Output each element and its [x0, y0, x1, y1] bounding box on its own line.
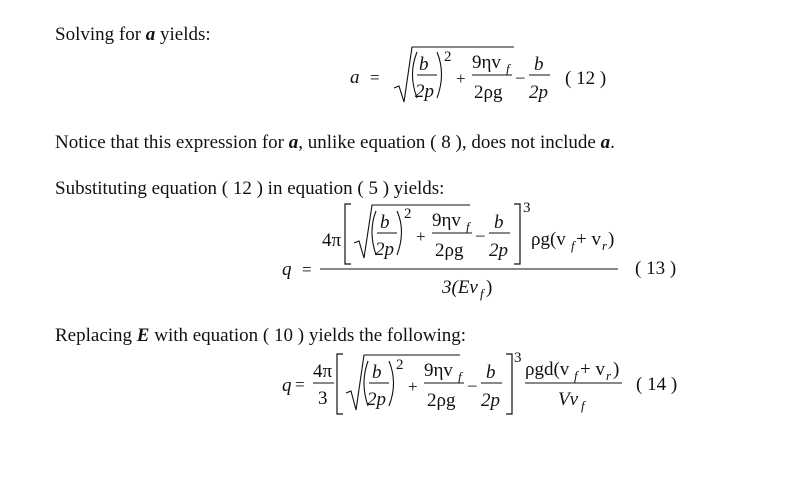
eq13-number: ( 13 ) [635, 258, 677, 279]
eq12-b: b [419, 54, 429, 75]
eq12-b2: b [534, 54, 544, 75]
eq12-2p-2: 2p [529, 82, 548, 103]
eq14-equals: = [295, 375, 305, 394]
eq13-sub-r: r [602, 238, 608, 253]
eq14-sub-f: f [458, 369, 462, 384]
eq14-4pi: 4π [313, 361, 333, 382]
paragraph-replacing [55, 325, 466, 347]
paragraph-substituting [55, 178, 444, 200]
eq14-sub-r: r [606, 368, 612, 383]
text-lead: Replacing [55, 325, 137, 346]
eq13-4pi: 4π [322, 230, 342, 251]
equation-13 [270, 198, 690, 300]
eq14-rhogd-open: ρgd(v [525, 359, 570, 380]
variable-a: a [145, 24, 156, 45]
eq12-square: 2 [444, 49, 452, 65]
eq13-b: b [380, 212, 390, 233]
eq13-left-bracket [345, 204, 351, 264]
eq13-right-paren [397, 211, 402, 255]
eq14-left-bracket [337, 354, 343, 414]
eq14-sub-f-2: f [574, 368, 578, 383]
eq14-plus: + [408, 377, 418, 396]
eq14-2p: 2p [367, 389, 386, 410]
eq12-sub-f: f [506, 61, 510, 76]
text-mid: , unlike equation ( 8 ), does not include [298, 132, 601, 153]
equation-14 [270, 348, 690, 420]
eq13-cube: 3 [523, 200, 531, 216]
eq13-denom-close: ) [486, 277, 493, 298]
eq13-9etav: 9ηv [432, 210, 461, 231]
eq13-equals: = [302, 260, 312, 279]
eq13-lhs: q [282, 259, 292, 280]
eq13-plus: + [416, 227, 426, 246]
eq13-plus-v: + v [576, 229, 601, 250]
text-tail: . [610, 132, 615, 153]
eq13-denom-sub-f: f [480, 286, 484, 301]
eq13-minus: – [476, 225, 485, 244]
eq13-denom-3Ev: 3(Ev [442, 277, 478, 298]
equation-12 [340, 42, 630, 110]
eq14-lhs: q [282, 375, 292, 396]
eq14-cube: 3 [514, 350, 522, 366]
eq13-b2: b [494, 212, 504, 233]
eq14-2p-2: 2p [481, 390, 500, 411]
eq13-sub-f-2: f [571, 238, 575, 253]
eq13-sub-f: f [466, 219, 470, 234]
eq13-right-bracket [514, 204, 520, 264]
eq14-number: ( 14 ) [636, 374, 678, 395]
eq14-b2: b [486, 362, 496, 383]
eq14-minus: – [468, 375, 477, 394]
variable-a: a [288, 132, 299, 153]
eq14-close-paren: ) [613, 359, 620, 380]
eq13-close-paren: ) [608, 229, 615, 250]
eq12-equals: = [370, 68, 380, 87]
variable-a-2: a [600, 132, 611, 153]
eq14-three: 3 [318, 388, 328, 409]
text-lead: Solving for [55, 24, 146, 45]
eq14-9etav: 9ηv [424, 360, 453, 381]
eq14-2rhog: 2ρg [427, 390, 456, 411]
eq13-2rhog: 2ρg [435, 240, 464, 261]
eq12-2p: 2p [415, 81, 434, 102]
eq13-2p-2: 2p [489, 240, 508, 261]
eq14-right-paren [389, 361, 394, 406]
eq13-rhog-open: ρg(v [531, 229, 566, 250]
eq12-minus: – [516, 67, 525, 86]
text-tail: yields: [155, 24, 211, 45]
eq12-plus: + [456, 69, 466, 88]
eq12-number: ( 12 ) [565, 68, 607, 89]
paragraph-solving-for-a [55, 24, 211, 46]
eq14-square: 2 [396, 357, 404, 373]
eq14-plus-v: + v [580, 359, 605, 380]
eq12-right-paren [437, 52, 442, 98]
eq14-denom-sub-f: f [581, 398, 585, 413]
eq13-2p: 2p [375, 239, 394, 260]
eq12-9etav: 9ηv [472, 52, 501, 73]
paragraph-notice [55, 132, 615, 154]
eq14-b: b [372, 362, 382, 383]
eq12-2rhog: 2ρg [474, 82, 503, 103]
text-tail: with equation ( 10 ) yields the following: [149, 325, 467, 346]
text-lead: Notice that this expression for [55, 132, 289, 153]
eq13-square: 2 [404, 206, 412, 222]
eq14-denom-Vv: Vv [558, 389, 579, 410]
eq14-right-bracket [506, 354, 512, 414]
variable-E: E [136, 325, 150, 346]
eq12-lhs: a [350, 67, 360, 88]
text-content: Substituting equation ( 12 ) in equation ( 5 ) yields: [55, 178, 445, 199]
